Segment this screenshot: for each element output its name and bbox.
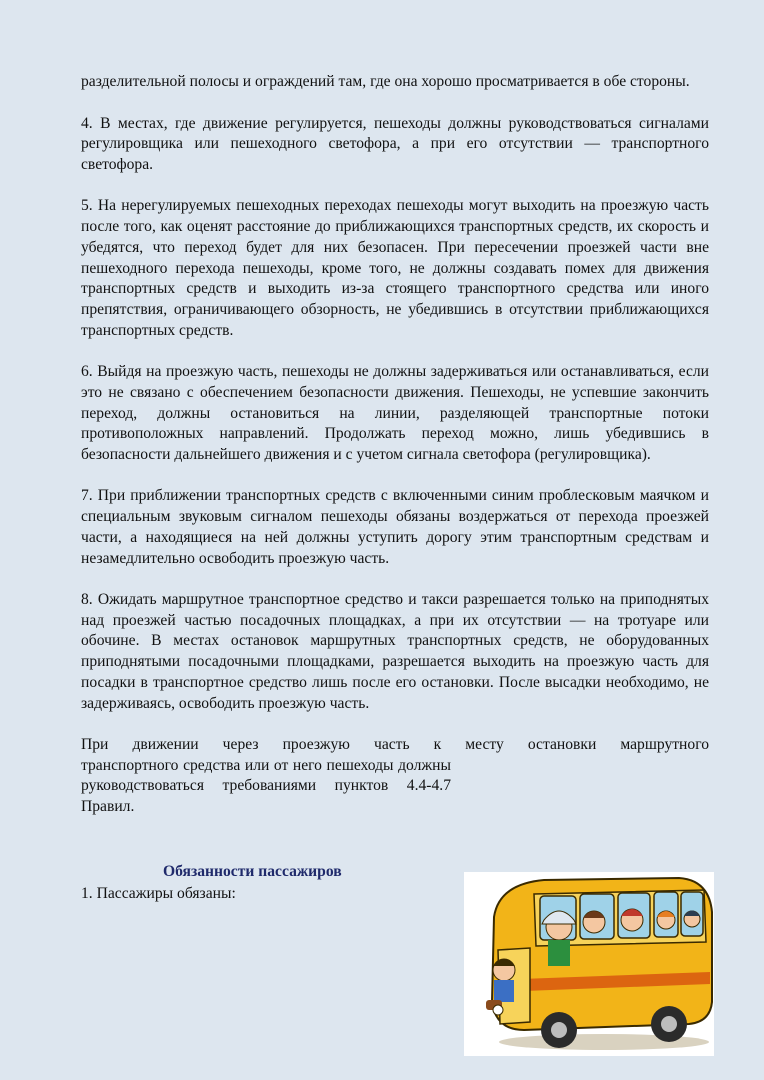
section-heading-passengers: Обязанности пассажиров	[163, 862, 342, 880]
paragraph-rule-6: 6. Выйдя на проезжую часть, пешеходы не должны задерживаться или останавливаться, если это не связано с обеспечением безопасности движения. Пешеходы, не успевшие закончить переход, должны остановиться на линии, разделяющей транспортные потоки противоположных направлений. Продолжать переход можно, лишь убедившись в безопасности дальнейшего движения и с учетом сигнала светофора (регулировщика).	[81, 363, 709, 463]
paragraph-intro: разделительной полосы и ограждений там, где она хорошо просматривается в обе стороны.	[81, 73, 690, 90]
passengers-item-1: 1. Пассажиры обязаны:	[81, 884, 236, 902]
paragraph-crossing-stop	[81, 735, 709, 818]
paragraph-rule-4: 4. В местах, где движение регулируется, пешеходы должны руководствоваться сигналами регулировщика или пешеходного светофора, а при его отсутствии — транспортного светофора.	[81, 114, 709, 173]
document-page	[81, 72, 709, 904]
paragraph-rule-7: 7. При приближении транспортных средств с включенными синим проблесковым маячком и специальным звуковым сигналом пешеходы обязаны воздержаться от перехода проезжей части, а находящиеся на ней должны уступить дорогу этим транспортным средствам и незамедлительно освободить проезжую часть.	[81, 487, 709, 567]
paragraph-rule-8: 8. Ожидать маршрутное транспортное средство и такси разрешается только на приподнятых над проезжей частью посадочных площадках, а при их отсутствии — на тротуаре или обочине. В местах остановок маршрутных транспортных средств, не оборудованных приподнятыми посадочными площадками, разрешается выходить на проезжую часть для посадки в транспортное средство лишь после его остановки. После высадки необходимо, не задерживаясь, освободить проезжую часть.	[81, 591, 709, 712]
bus-icon	[464, 872, 714, 1056]
paragraph-rule-5: 5. На нерегулируемых пешеходных переходах пешеходы могут выходить на проезжую часть после того, как оценят расстояние до приближающихся транспортных средств, их скорость и убедятся, что переход будет для них безопасен. При пересечении проезжей части вне пешеходного перехода пешеходы, кроме того, не должны создавать помех для движения транспортных средств и выходить из-за стоящего транспортного средства или иного препятствия, ограничивающего обзорность, не убедившись в отсутствии приближающихся транспортных средств.	[81, 197, 709, 339]
paragraph-crossing-line1: При движении через проезжую часть к месту остановки маршрутного	[81, 736, 709, 754]
bus-illustration	[464, 872, 714, 1056]
paragraph-crossing-rest: транспортного средства или от него пешеходы должны руководствоваться требованиями пунктов 4.4-4.7 Правил.	[81, 756, 451, 816]
